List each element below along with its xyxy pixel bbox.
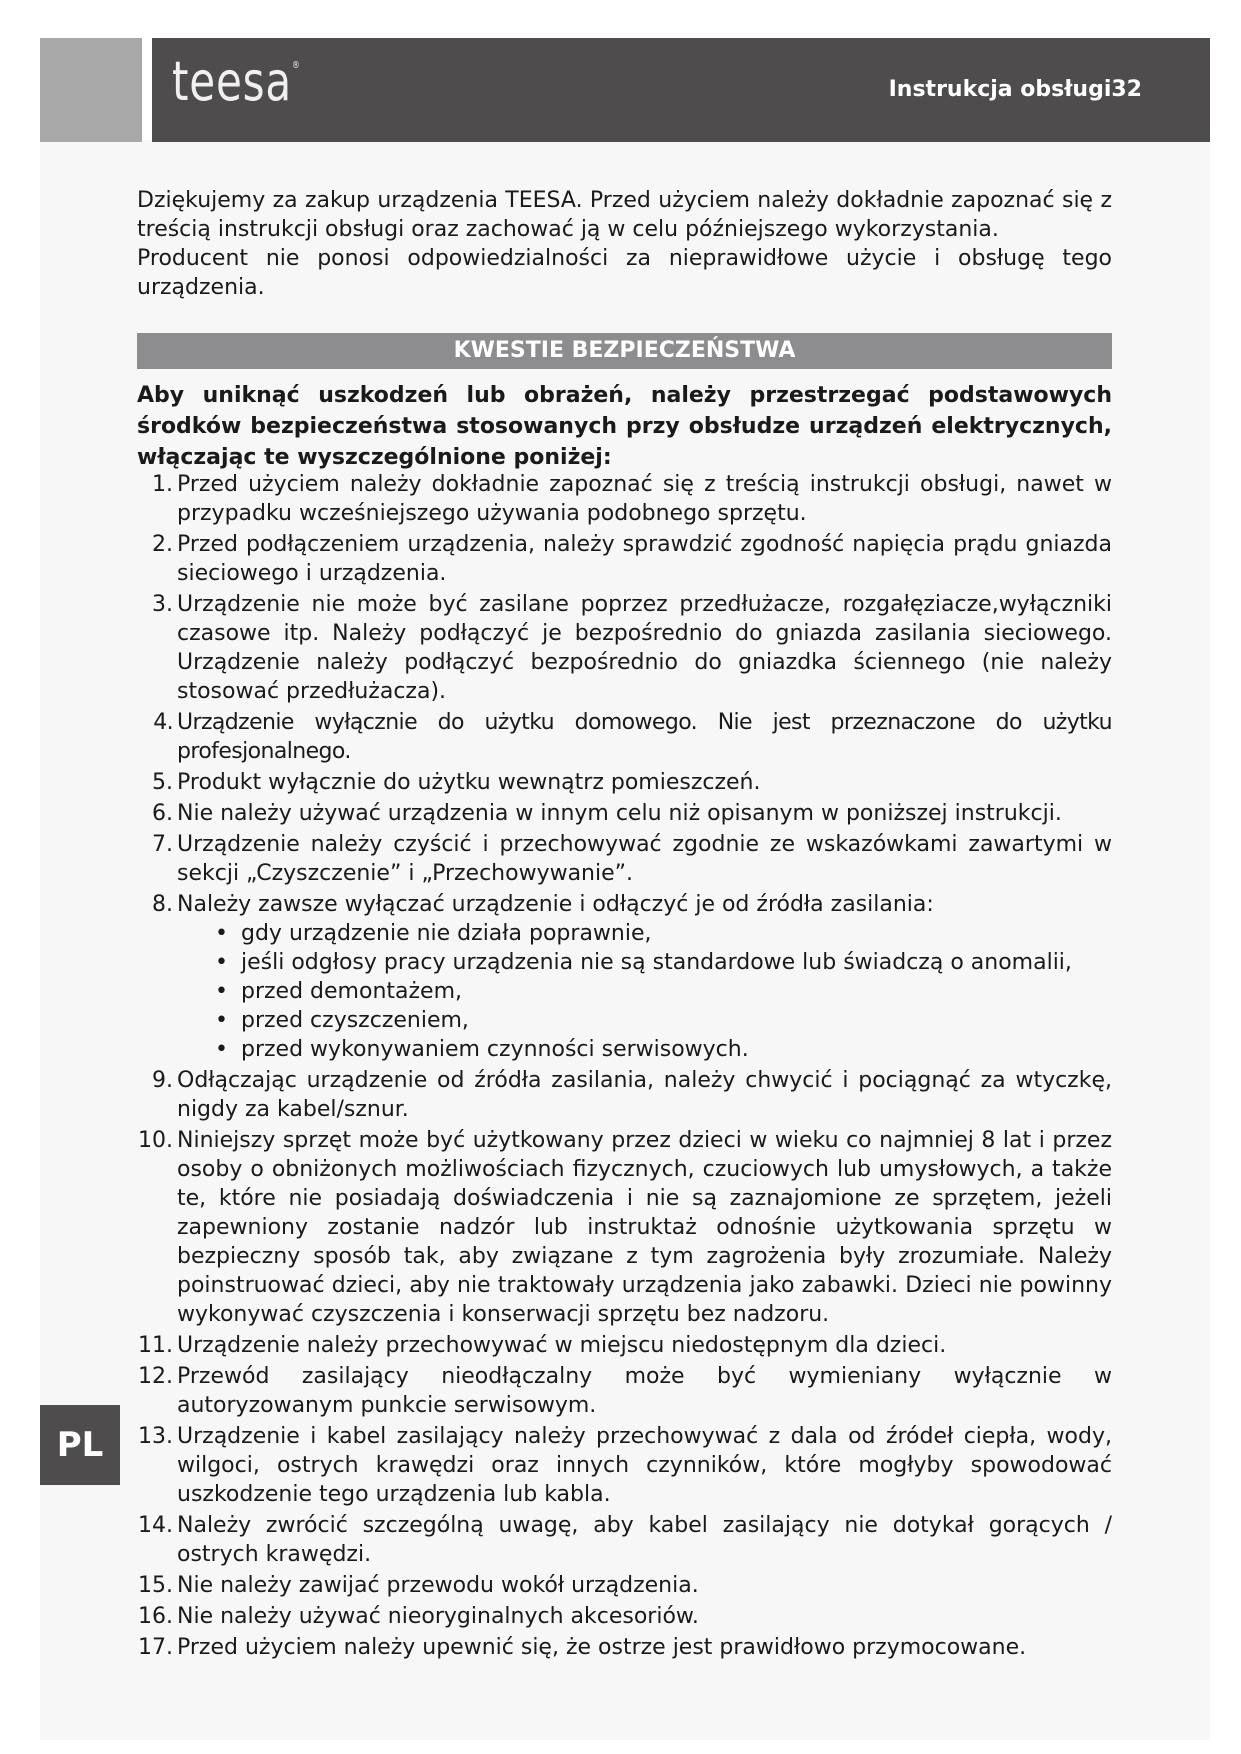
intro-thanks: Dziękujemy za zakup urządzenia TEESA. Przed użyciem należy dokładnie zapoznać się z treścią instrukcji obsługi oraz zachować ją w celu późniejszego wykorzystania. bbox=[137, 188, 1112, 242]
sub-list-item bbox=[215, 1035, 1112, 1064]
item-text: Przed użyciem należy upewnić się, że ostrze jest prawidłowo przymocowane. bbox=[177, 1635, 1027, 1660]
item-text: Odłączając urządzenie od źródła zasilania, należy chwycić i pociągnąć za wtyczkę, nigdy za kabel/sznur. bbox=[177, 1068, 1112, 1122]
item-number: 5. bbox=[152, 770, 173, 795]
brand-logo bbox=[172, 50, 301, 113]
item-number: 3. bbox=[152, 592, 173, 617]
section-heading: KWESTIE BEZPIECZEŃSTWA bbox=[137, 333, 1112, 369]
sub-list-item bbox=[215, 1006, 1112, 1035]
item-number: 2. bbox=[152, 532, 173, 557]
logo-text: teesa bbox=[172, 50, 292, 113]
list-item bbox=[137, 830, 1112, 888]
item-text: Urządzenie należy przechowywać w miejscu niedostępnym dla dzieci. bbox=[177, 1333, 947, 1358]
item-number: 14. bbox=[138, 1513, 173, 1538]
item-text: Nie należy zawijać przewodu wokół urządzenia. bbox=[177, 1573, 699, 1598]
bullet-icon: • bbox=[215, 1037, 228, 1062]
item-text: Przed użyciem należy dokładnie zapoznać się z treścią instrukcji obsługi, nawet w przypadku wcześniejszego używania podobnego sprzętu. bbox=[177, 472, 1112, 526]
bullet-icon: • bbox=[215, 979, 228, 1004]
sub-list-item bbox=[215, 919, 1112, 948]
item-number: 16. bbox=[138, 1604, 173, 1629]
item-number: 4. bbox=[153, 710, 173, 735]
list-item bbox=[137, 1602, 1112, 1631]
item-text: Nie należy używać urządzenia w innym celu niż opisanym w poniższej instrukcji. bbox=[177, 801, 1062, 826]
intro-block bbox=[137, 186, 1112, 302]
item-number: 8. bbox=[152, 892, 173, 917]
list-item bbox=[137, 708, 1112, 766]
header-accent-block bbox=[40, 38, 142, 142]
safety-list bbox=[137, 470, 1112, 1664]
document-title: Instrukcja obsługi32 bbox=[888, 77, 1142, 102]
language-tab: PL bbox=[40, 1405, 120, 1485]
sub-item-text: gdy urządzenie nie działa poprawnie, bbox=[241, 921, 652, 946]
item-number: 13. bbox=[138, 1424, 173, 1449]
sub-item-text: przed czyszczeniem, bbox=[241, 1008, 469, 1033]
list-item bbox=[137, 1422, 1112, 1509]
item-text: Przed podłączeniem urządzenia, należy sprawdzić zgodność napięcia prądu gniazda sieciowego i urządzenia. bbox=[177, 532, 1112, 586]
list-item bbox=[137, 799, 1112, 828]
item-text: Urządzenie należy czyścić i przechowywać zgodnie ze wskazówkami zawartymi w sekcji „Czyszczenie” i „Przechowywanie”. bbox=[177, 832, 1112, 886]
list-item bbox=[137, 1511, 1112, 1569]
item-text: Urządzenie wyłącznie do użytku domowego. Nie jest przeznaczone do użytku profesjonalnego. bbox=[177, 710, 1112, 764]
item-number: 15. bbox=[138, 1573, 173, 1598]
item-number: 10. bbox=[138, 1128, 173, 1153]
item-number: 7. bbox=[152, 832, 173, 857]
list-item bbox=[137, 1362, 1112, 1420]
list-item bbox=[137, 1126, 1112, 1329]
list-item bbox=[137, 890, 1112, 1064]
power-off-conditions bbox=[177, 919, 1112, 1064]
item-text: Przewód zasilający nieodłączalny może być wymieniany wyłącznie w autoryzowanym punkcie serwisowym. bbox=[177, 1364, 1112, 1418]
list-item bbox=[137, 768, 1112, 797]
list-item bbox=[137, 530, 1112, 588]
sub-item-text: jeśli odgłosy pracy urządzenia nie są standardowe lub świadczą o anomalii, bbox=[241, 950, 1072, 975]
bullet-icon: • bbox=[215, 1008, 228, 1033]
sub-item-text: przed demontażem, bbox=[241, 979, 462, 1004]
item-number: 12. bbox=[138, 1364, 173, 1389]
item-number: 17. bbox=[138, 1635, 173, 1660]
list-item bbox=[137, 1066, 1112, 1124]
section-lead: Aby uniknąć uszkodzeń lub obrażeń, należy przestrzegać podstawowych środków bezpieczeństwa stosowanych przy obsłudze urządzeń elektrycznych, włączając te wyszczególnione poniżej: bbox=[137, 383, 1112, 470]
list-item bbox=[137, 1571, 1112, 1600]
item-text: Nie należy używać nieoryginalnych akcesoriów. bbox=[177, 1604, 699, 1629]
list-item bbox=[137, 1633, 1112, 1662]
intro-disclaimer: Producent nie ponosi odpowiedzialności za nieprawidłowe użycie i obsługę tego urządzenia. bbox=[137, 246, 1112, 300]
registered-mark: ® bbox=[291, 60, 301, 71]
header-bar bbox=[152, 38, 1210, 142]
bullet-icon: • bbox=[215, 921, 228, 946]
sub-list-item bbox=[215, 977, 1112, 1006]
item-number: 1. bbox=[152, 472, 173, 497]
item-text: Urządzenie i kabel zasilający należy przechowywać z dala od źródeł ciepła, wody, wilgoci, ostrych krawędzi oraz innych czynników, które mogłyby spowodować uszkodzenie tego urządzenia lub kabla. bbox=[177, 1424, 1112, 1507]
list-item bbox=[137, 1331, 1112, 1360]
item-number: 9. bbox=[152, 1068, 173, 1093]
item-number: 6. bbox=[152, 801, 173, 826]
sub-item-text: przed wykonywaniem czynności serwisowych. bbox=[241, 1037, 749, 1062]
list-item bbox=[137, 590, 1112, 706]
item-text: Produkt wyłącznie do użytku wewnątrz pomieszczeń. bbox=[177, 770, 761, 795]
item-text: Należy zawsze wyłączać urządzenie i odłączyć je od źródła zasilania: bbox=[177, 892, 934, 917]
list-item bbox=[137, 470, 1112, 528]
item-number: 11. bbox=[138, 1333, 173, 1358]
sub-list-item bbox=[215, 948, 1112, 977]
item-text: Urządzenie nie może być zasilane poprzez przedłużacze, rozgałęziacze,wyłączniki czasowe itp. Należy podłączyć je bezpośrednio do gniazda zasilania sieciowego. Urządzenie należy podłączyć bezpośrednio do gniazdka ściennego (nie należy stosować przedłużacza). bbox=[177, 592, 1112, 704]
item-text: Niniejszy sprzęt może być użytkowany przez dzieci w wieku co najmniej 8 lat i przez osoby o obniżonych możliwościach fizycznych, czuciowych lub umysłowych, a także te, które nie posiadają doświadczenia i nie są zaznajomione ze sprzętem, jeżeli zapewniony zostanie nadzór lub instruktaż odnośnie użytkowania sprzętu w bezpieczny sposób tak, aby związane z tym zagrożenia były zrozumiałe. Należy poinstruować dzieci, aby nie traktowały urządzenia jako zabawki. Dzieci nie powinny wykonywać czyszczenia i konserwacji sprzętu bez nadzoru. bbox=[177, 1128, 1112, 1327]
item-text: Należy zwrócić szczególną uwagę, aby kabel zasilający nie dotykał gorących / ostrych krawędzi. bbox=[177, 1513, 1112, 1567]
bullet-icon: • bbox=[215, 950, 228, 975]
